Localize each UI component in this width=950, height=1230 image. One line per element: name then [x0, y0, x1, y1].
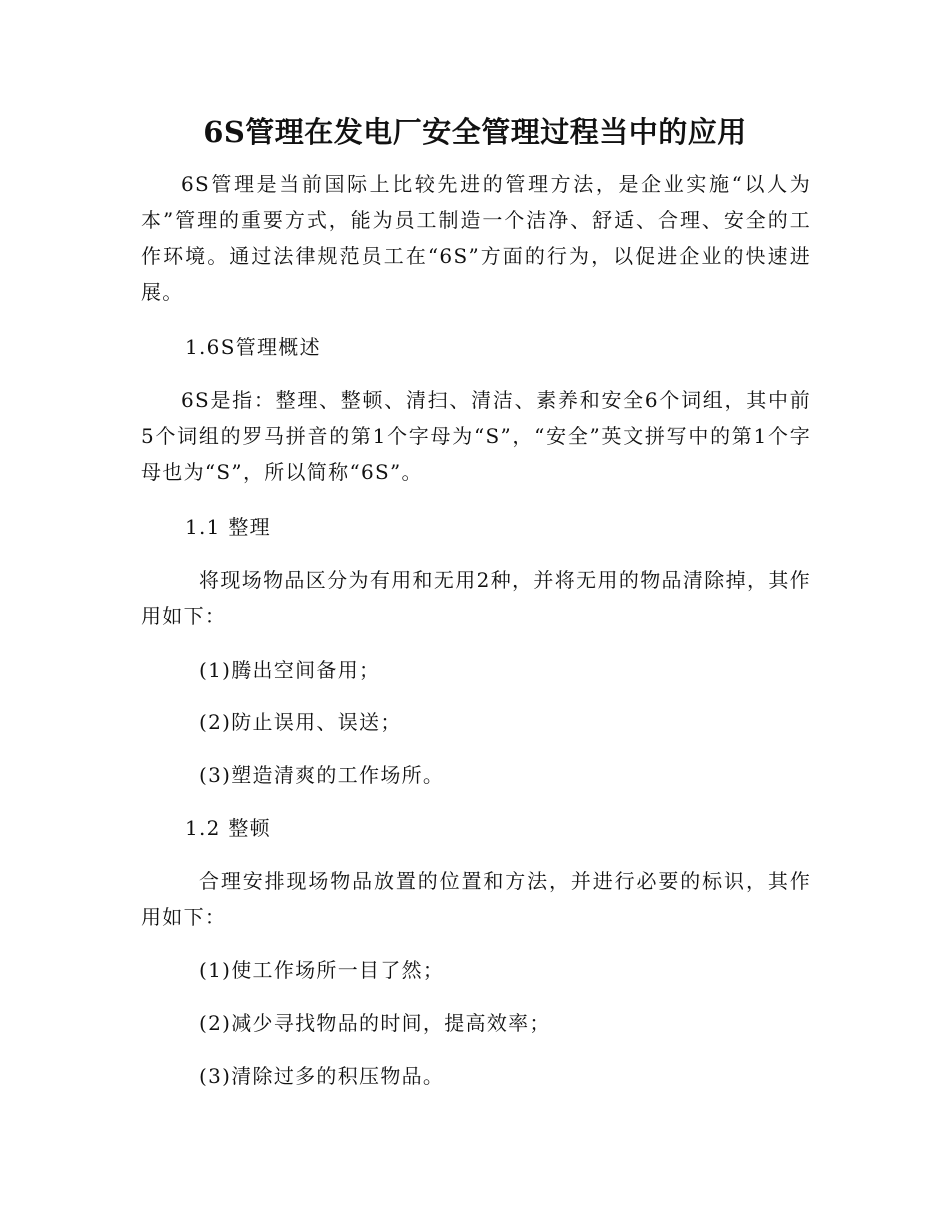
document-title: 6S管理在发电厂安全管理过程当中的应用 [203, 115, 747, 149]
seiton-paragraph: 合理安排现场物品放置的位置和方法，并进行必要的标识，其作用如下： [141, 869, 811, 929]
seiri-list-item-3: (3)塑造清爽的工作场所。 [199, 763, 445, 787]
section-heading-seiri: 1.1 整理 [185, 515, 271, 539]
seiton-list-item-2: (2)减少寻找物品的时间，提高效率； [199, 1011, 551, 1035]
section-heading-overview: 1.6S管理概述 [185, 335, 321, 359]
seiton-list-item-3: (3)清除过多的积压物品。 [199, 1064, 445, 1088]
seiton-list-item-1: (1)使工作场所一目了然； [199, 958, 445, 982]
overview-paragraph: 6S是指：整理、整顿、清扫、清洁、素养和安全6个词组，其中前5个词组的罗马拼音的第1个字母为“S”，“安全”英文拼写中的第1个字母也为“S”，所以简称“6S”。 [141, 388, 811, 484]
section-heading-seiton: 1.2 整顿 [185, 816, 271, 840]
seiri-paragraph: 将现场物品区分为有用和无用2种，并将无用的物品清除掉，其作用如下： [141, 568, 811, 628]
intro-paragraph: 6S管理是当前国际上比较先进的管理方法，是企业实施“以人为本”管理的重要方式，能为员工制造一个洁净、舒适、合理、安全的工作环境。通过法律规范员工在“6S”方面的行为，以促进企业的快速进展。 [141, 172, 811, 304]
seiri-list-item-1: (1)腾出空间备用； [199, 658, 381, 682]
seiri-list-item-2: (2)防止误用、误送； [199, 710, 402, 734]
